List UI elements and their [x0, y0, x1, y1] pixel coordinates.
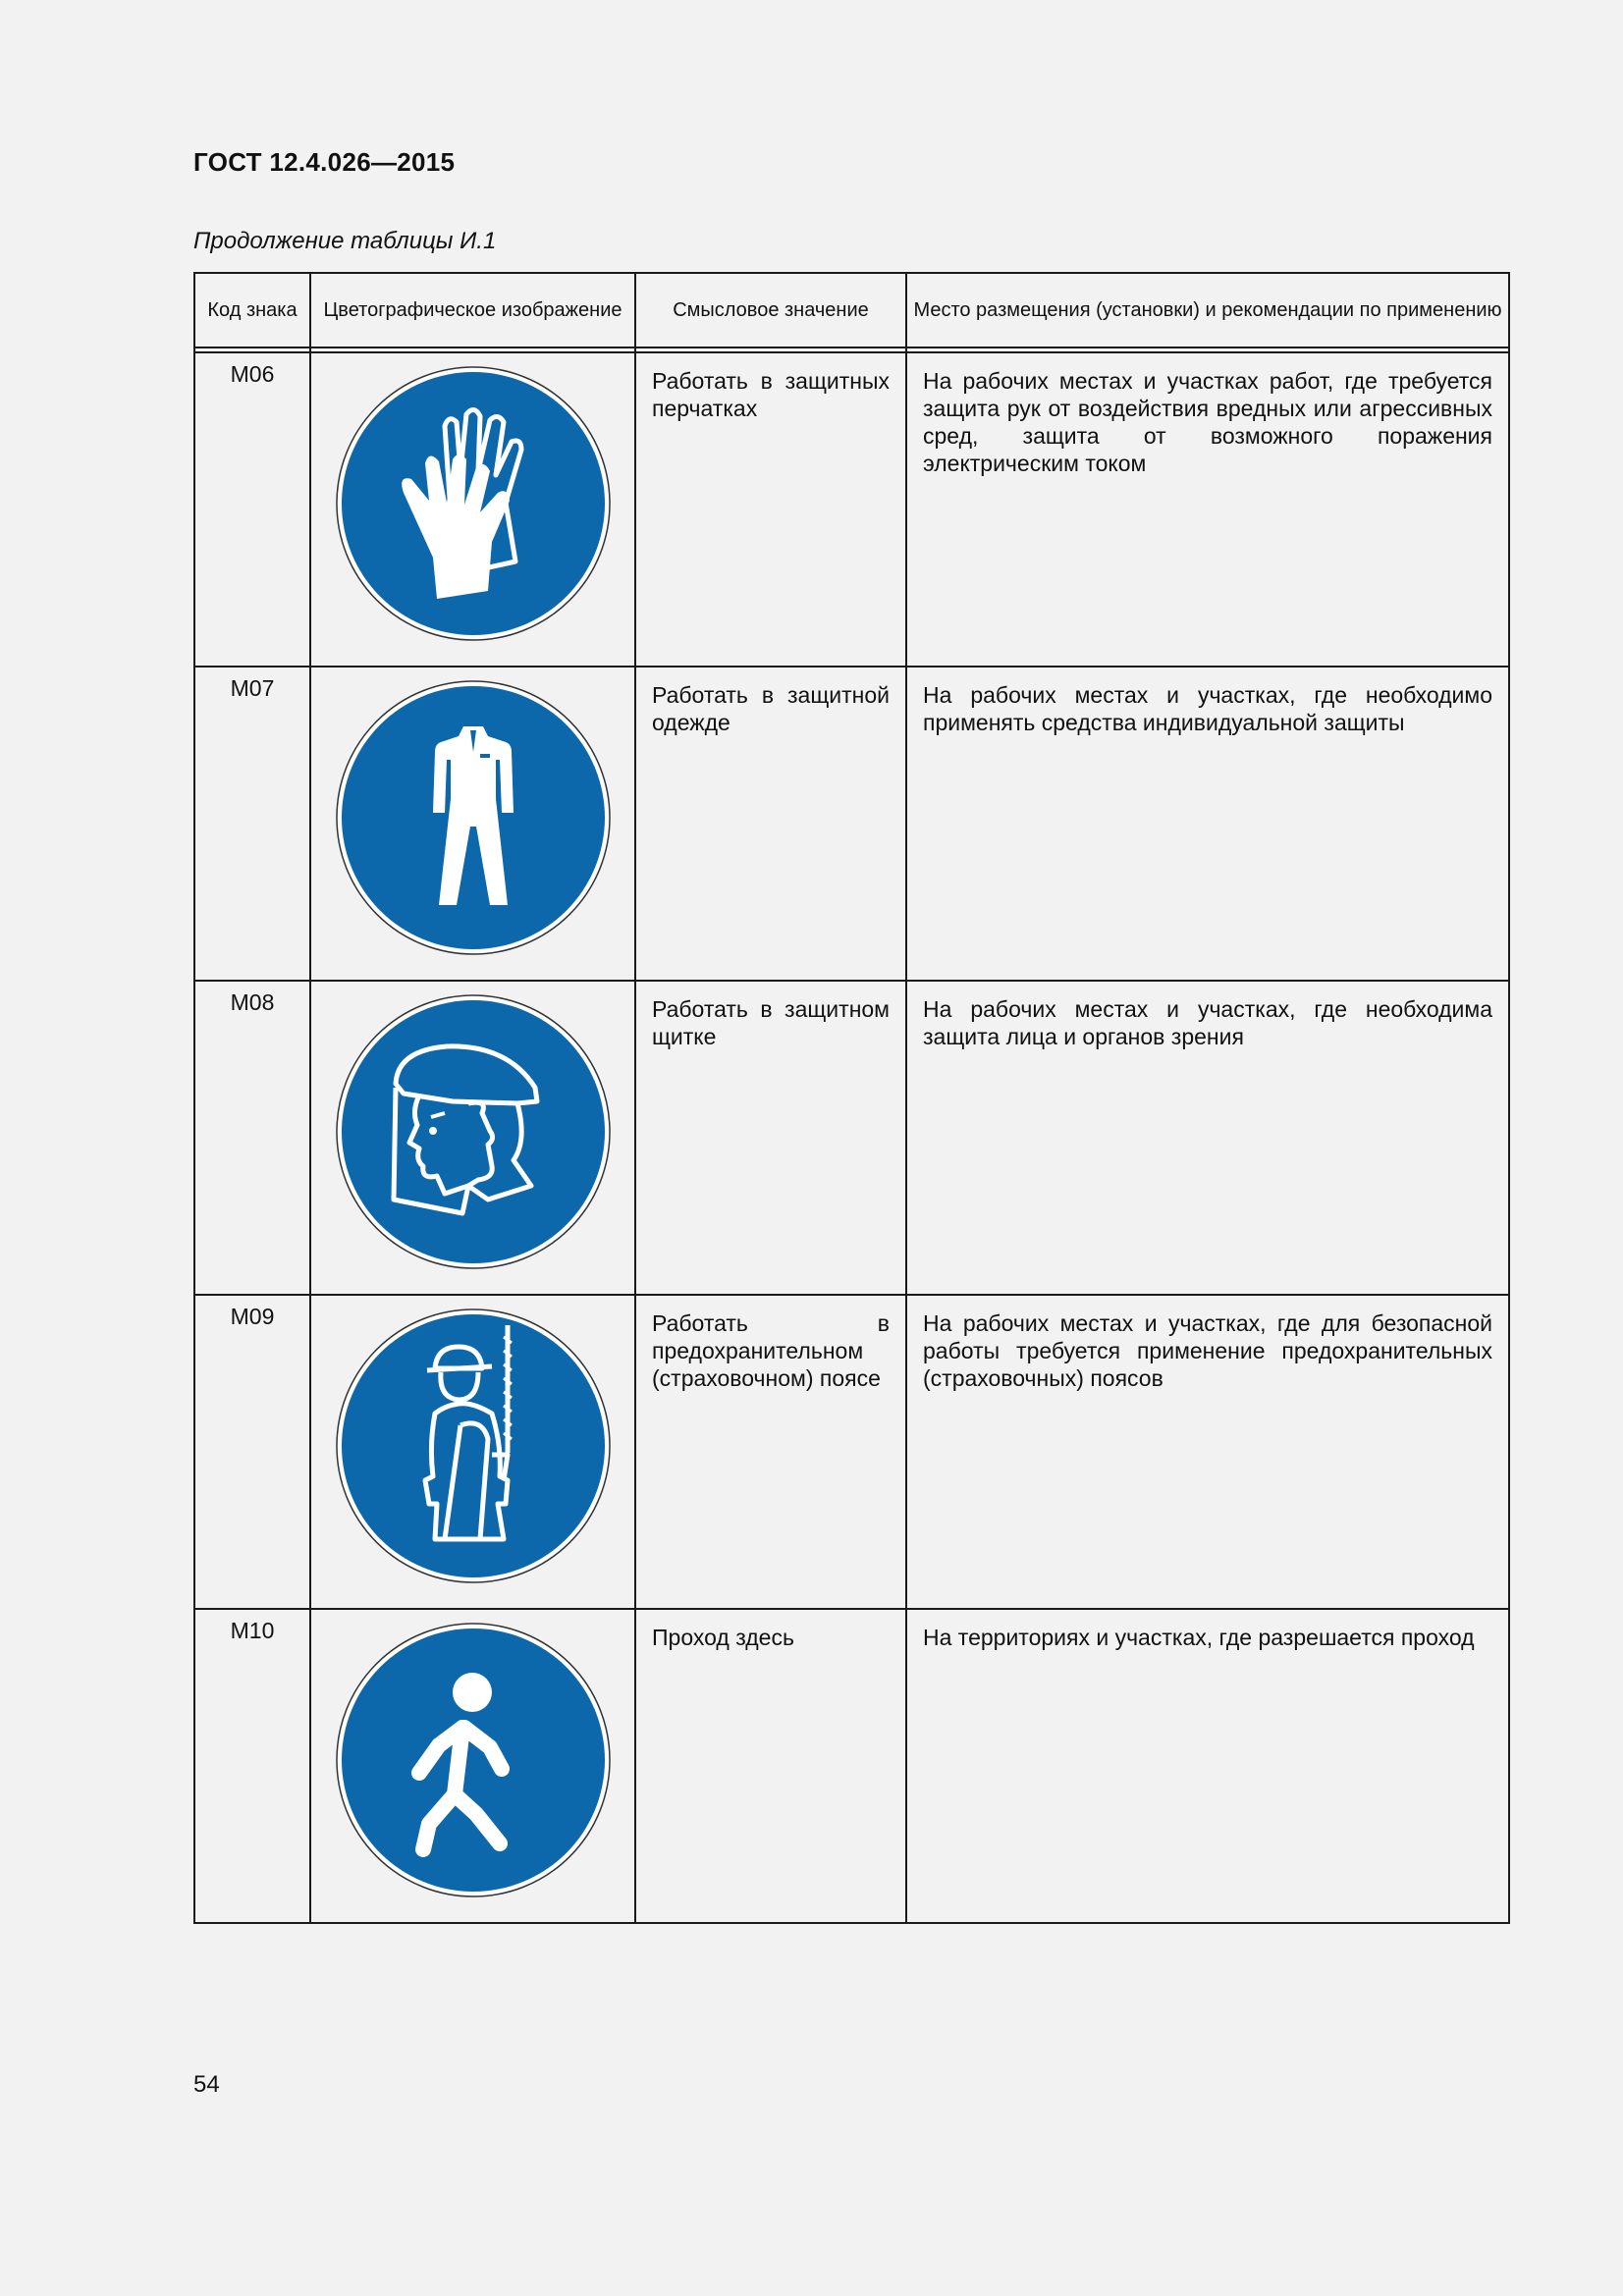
gloves-icon — [335, 365, 612, 642]
sign-placement: На территориях и участках, где разрешается проход — [906, 1609, 1509, 1923]
sign-meaning: Работать в предохранительном (страховочном) поясе — [635, 1295, 906, 1609]
sign-code: M10 — [194, 1609, 310, 1923]
protective-clothing-icon — [335, 679, 612, 956]
sign-placement: На рабочих местах и участках, где необходимо применять средства индивидуальной защиты — [906, 667, 1509, 981]
page-number: 54 — [193, 2071, 220, 2098]
table-row — [194, 1609, 1509, 1923]
face-shield-icon — [335, 993, 612, 1270]
sign-image-cell — [310, 1609, 635, 1923]
signs-table — [193, 272, 1510, 1924]
sign-meaning: Работать в защитных перчатках — [635, 352, 906, 667]
sign-image-cell — [310, 352, 635, 667]
sign-code: M07 — [194, 667, 310, 981]
sign-meaning: Работать в защитном щитке — [635, 981, 906, 1295]
header-place: Место размещения (установки) и рекомендации по применению — [906, 273, 1509, 347]
sign-code: M08 — [194, 981, 310, 1295]
table-caption: Продолжение таблицы И.1 — [193, 228, 497, 254]
pedestrian-icon — [335, 1622, 612, 1898]
safety-harness-icon — [335, 1308, 612, 1584]
sign-meaning: Проход здесь — [635, 1609, 906, 1923]
sign-image-cell — [310, 667, 635, 981]
table-row — [194, 667, 1509, 981]
sign-placement: На рабочих местах и участках работ, где требуется защита рук от воздействия вредных или агрессивных сред, защита от возможного поражения электрическим током — [906, 352, 1509, 667]
sign-placement: На рабочих местах и участках, где необходима защита лица и органов зрения — [906, 981, 1509, 1295]
header-code: Код знака — [194, 273, 310, 347]
standard-title: ГОСТ 12.4.026—2015 — [193, 147, 456, 177]
sign-code: M06 — [194, 352, 310, 667]
table-row — [194, 981, 1509, 1295]
header-image: Цветографическое изображение — [310, 273, 635, 347]
header-meaning: Смысловое значение — [635, 273, 906, 347]
sign-placement: На рабочих местах и участках, где для безопасной работы требуется применение предохранительных (страховочных) поясов — [906, 1295, 1509, 1609]
sign-image-cell — [310, 1295, 635, 1609]
sign-meaning: Работать в защитной одежде — [635, 667, 906, 981]
sign-image-cell — [310, 981, 635, 1295]
table-header-row — [194, 273, 1509, 347]
table-row — [194, 1295, 1509, 1609]
sign-code: M09 — [194, 1295, 310, 1609]
table-row — [194, 352, 1509, 667]
